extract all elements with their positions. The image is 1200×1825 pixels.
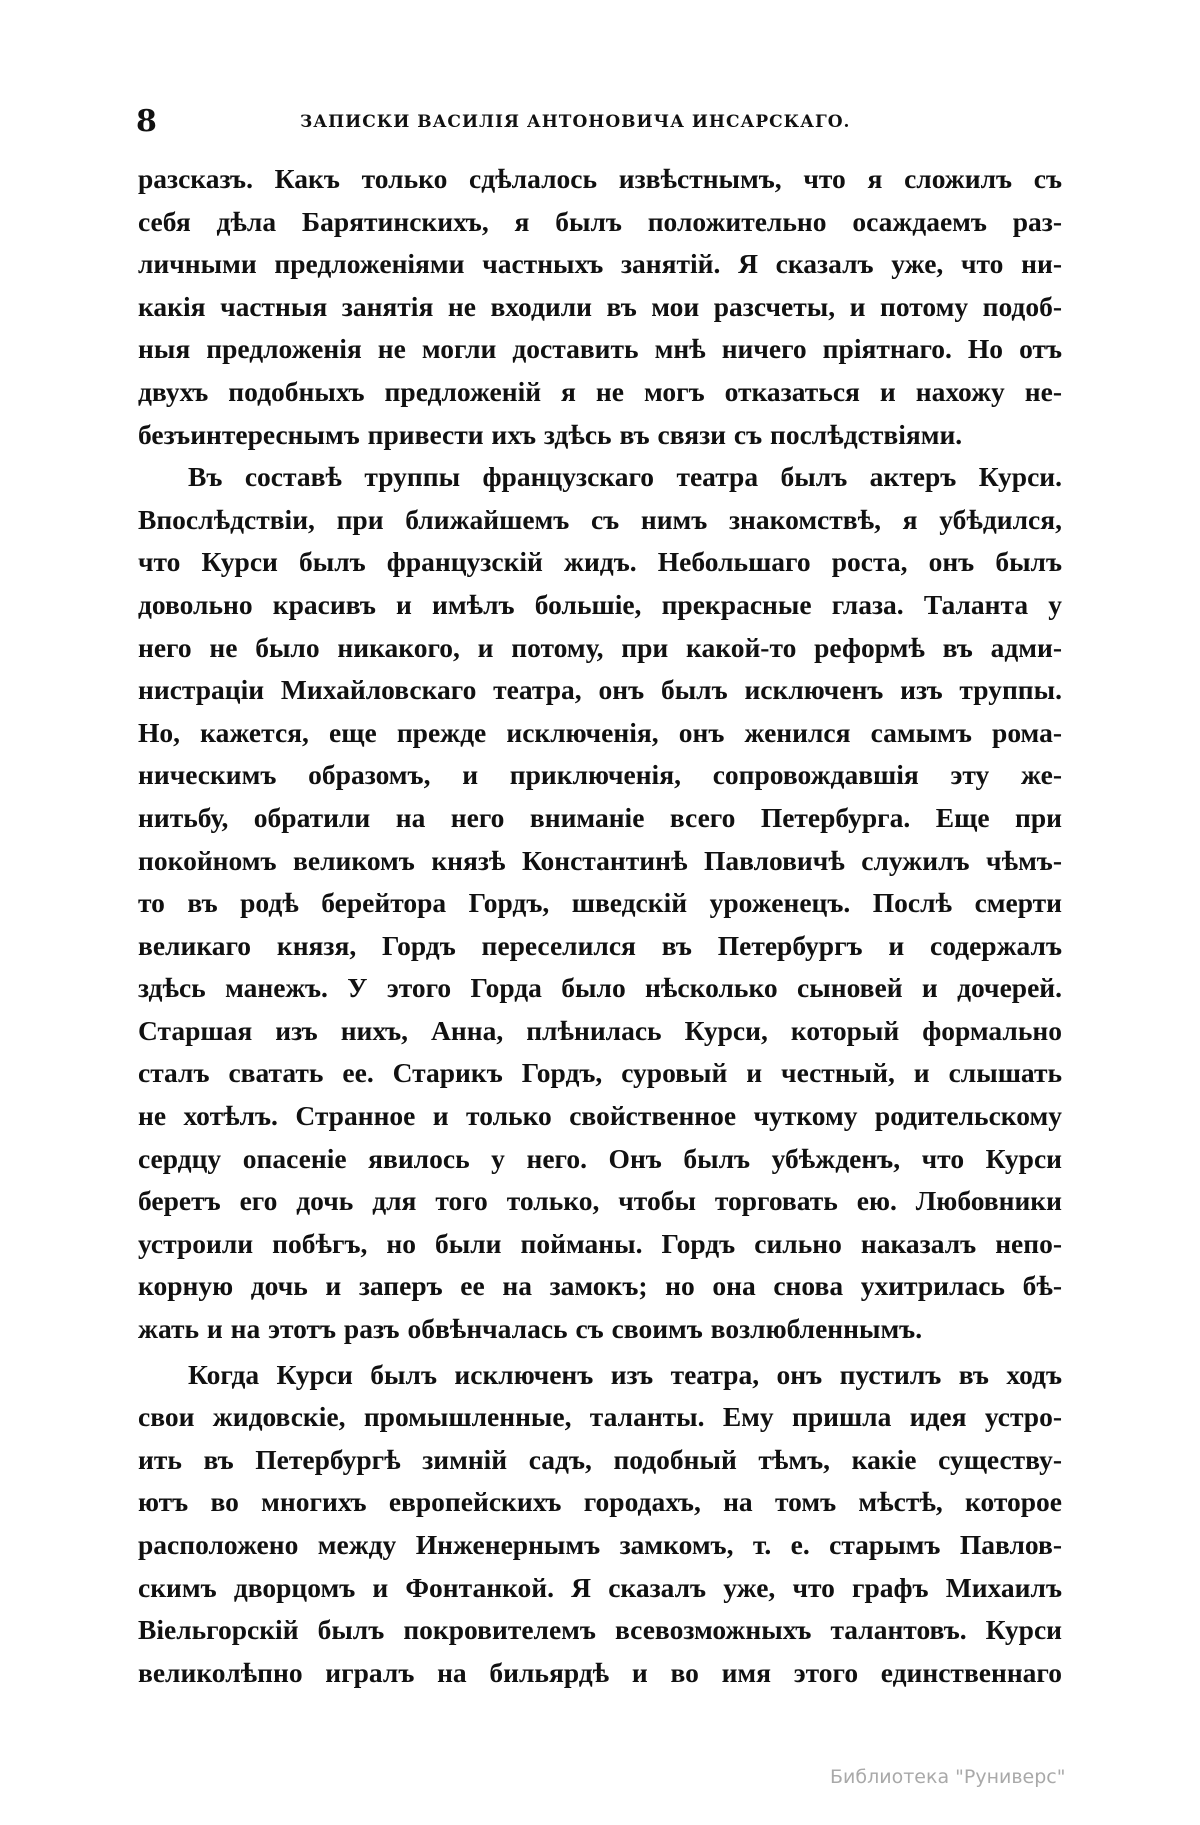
page-number: 8: [136, 104, 157, 139]
text-line: ныя предложенія не могли доставить мнѣ ничего пріятнаго. Но отъ: [138, 333, 1062, 365]
library-watermark: Библиотека "Руниверс": [830, 1766, 1066, 1788]
text-line: не хотѣлъ. Странное и только свойственное чуткому родительскому: [138, 1100, 1062, 1132]
text-line: что Курси былъ французскій жидъ. Небольшаго роста, онъ былъ: [138, 546, 1062, 578]
text-line: Когда Курси былъ исключенъ изъ театра, онъ пустилъ въ ходъ: [188, 1358, 1062, 1390]
text-line: жать и на этотъ разъ обвѣнчалась съ своимъ возлюбленнымъ.: [138, 1313, 923, 1345]
text-line: ить въ Петербургѣ зимній садъ, подобный тѣмъ, какіе существу-: [138, 1443, 1062, 1475]
text-line: Но, кажется, еще прежде исключенія, онъ женился самымъ рома-: [138, 716, 1062, 748]
paragraph: [138, 1354, 1062, 1695]
text-line: какія частныя занятія не входили въ мои разсчеты, и потому подоб-: [138, 290, 1062, 322]
text-line: Старшая изъ нихъ, Анна, плѣнилась Курси, который формально: [138, 1014, 1062, 1046]
text-line: себя дѣла Барятинскихъ, я былъ положительно осаждаемъ раз-: [138, 205, 1062, 237]
running-head: ЗАПИСКИ ВАСИЛІЯ АНТОНОВИЧА ИНСАРСКАГО.: [300, 112, 851, 132]
text-line: расположено между Инженернымъ замкомъ, т. е. старымъ Павлов-: [138, 1529, 1062, 1560]
text-line: Въ составѣ труппы французскаго театра былъ актеръ Курси.: [188, 461, 1062, 493]
text-line: беретъ его дочь для того только, чтобы торговать ею. Любовники: [138, 1185, 1062, 1217]
text-line: устроили побѣгъ, но были пойманы. Гордъ сильно наказалъ непо-: [138, 1227, 1062, 1259]
text-line: безъинтереснымъ привести ихъ здѣсь въ связи съ послѣдствіями.: [138, 418, 963, 450]
text-line: ютъ во многихъ европейскихъ городахъ, на томъ мѣстѣ, которое: [138, 1486, 1062, 1518]
body-text: [138, 158, 1062, 1694]
text-line: великолѣпно игралъ на бильярдѣ и во имя этого единственнаго: [138, 1656, 1062, 1688]
text-line: свои жидовскіе, промышленные, таланты. Ему пришла идея устро-: [138, 1401, 1062, 1433]
paragraph: [138, 158, 1062, 456]
text-line: нистраціи Михайловскаго театра, онъ былъ исключенъ изъ труппы.: [138, 674, 1062, 706]
text-line: сталъ сватать ее. Старикъ Гордъ, суровый и честный, и слышать: [138, 1057, 1062, 1089]
text-line: ническимъ образомъ, и приключенія, сопровождавшія эту же-: [138, 759, 1062, 791]
text-line: Віельгорскій былъ покровителемъ всевозможныхъ талантовъ. Курси: [138, 1614, 1062, 1646]
text-line: Впослѣдствіи, при ближайшемъ съ нимъ знакомствѣ, я убѣдился,: [138, 503, 1062, 535]
text-line: корную дочь и заперъ ее на замокъ; но она снова ухитрилась бѣ-: [138, 1270, 1062, 1302]
text-line: нитьбу, обратили на него вниманіе всего Петербурга. Еще при: [138, 801, 1062, 833]
text-line: здѣсь манежъ. У этого Горда было нѣсколько сыновей и дочерей.: [138, 972, 1062, 1004]
paragraph: [138, 456, 1062, 1350]
text-line: двухъ подобныхъ предложеній я не могъ отказаться и нахожу не-: [138, 375, 1062, 407]
text-line: то въ родѣ берейтора Гордъ, шведскій уроженецъ. Послѣ смерти: [138, 887, 1062, 919]
text-line: покойномъ великомъ князѣ Константинѣ Павловичѣ служилъ чѣмъ-: [138, 844, 1062, 876]
text-line: него не было никакого, и потому, при какой-то реформѣ въ адми-: [138, 631, 1062, 663]
text-line: личными предложеніями частныхъ занятій. Я сказалъ уже, что ни-: [138, 248, 1062, 280]
text-line: довольно красивъ и имѣлъ большіе, прекрасные глаза. Таланта у: [138, 588, 1062, 620]
text-line: разсказъ. Какъ только сдѣлалось извѣстнымъ, что я сложилъ съ: [138, 163, 1062, 194]
text-line: скимъ дворцомъ и Фонтанкой. Я сказалъ уже, что графъ Михаилъ: [138, 1571, 1062, 1603]
text-line: сердцу опасеніе явилось у него. Онъ былъ убѣжденъ, что Курси: [138, 1142, 1062, 1174]
text-line: великаго князя, Гордъ переселился въ Петербургъ и содержалъ: [138, 929, 1062, 961]
